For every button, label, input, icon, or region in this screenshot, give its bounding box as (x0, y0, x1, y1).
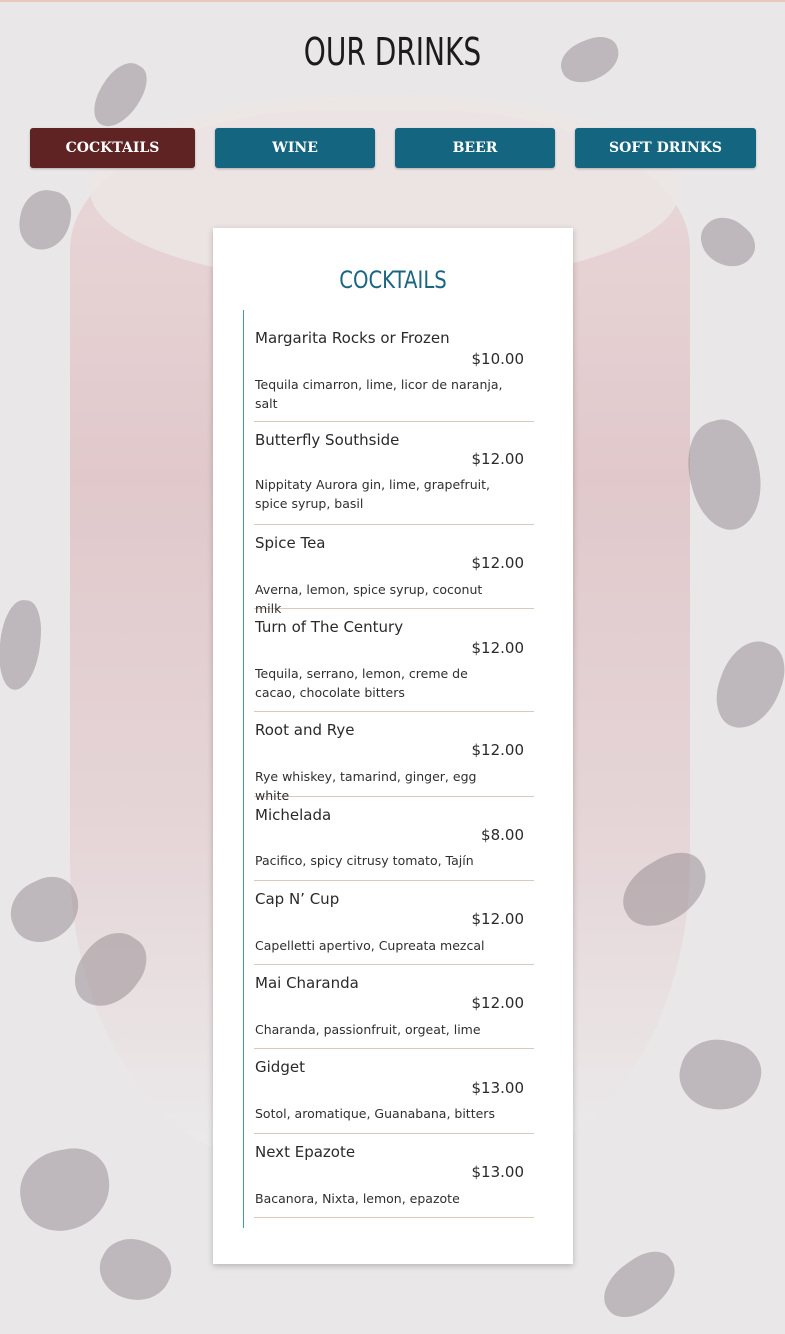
item-name: Mai Charanda (255, 974, 359, 992)
page-title: OUR DRINKS (303, 30, 482, 74)
item-description: Tequila cimarron, lime, licor de naranja, salt (255, 377, 503, 411)
item-price: $12.00 (471, 639, 524, 657)
menu-item (254, 965, 534, 1049)
item-description: Tequila, serrano, lemon, creme de cacao, chocolate bitters (255, 666, 468, 700)
item-description: Nippitaty Aurora gin, lime, grapefruit, spice syrup, basil (255, 477, 490, 511)
menu-item (254, 1134, 534, 1218)
item-description: Averna, lemon, spice syrup, coconut milk (255, 582, 483, 616)
menu-item (254, 422, 534, 525)
background-petal (0, 598, 44, 691)
item-description: Capelletti apertivo, Cupreata mezcal (255, 938, 485, 953)
menu-item (254, 881, 534, 965)
item-name: Turn of The Century (255, 618, 404, 636)
menu-item (254, 310, 534, 422)
item-description: Sotol, aromatique, Guanabana, bitters (255, 1106, 495, 1121)
background-petal (677, 413, 773, 537)
item-price: $12.00 (471, 741, 524, 759)
item-name: Michelada (255, 806, 332, 824)
item-name: Root and Rye (255, 721, 355, 739)
item-price: $12.00 (471, 994, 524, 1012)
item-name: Cap N’ Cup (255, 890, 340, 908)
item-price: $10.00 (471, 350, 524, 368)
item-price: $12.00 (471, 910, 524, 928)
item-price: $13.00 (471, 1079, 524, 1097)
item-description: Bacanora, Nixta, lemon, epazote (255, 1191, 460, 1206)
menu-title: COCKTAILS (339, 266, 447, 294)
tab-wine[interactable]: WINE (215, 128, 375, 168)
menu-item (254, 712, 534, 803)
background-petal (91, 1228, 180, 1312)
item-description: Rye whiskey, tamarind, ginger, egg white (255, 769, 477, 803)
tab-soft-drinks[interactable]: SOFT DRINKS (575, 128, 756, 168)
background-petal (706, 632, 785, 737)
tab-beer[interactable]: BEER (395, 128, 555, 168)
background-petal (593, 1242, 687, 1329)
background-petal (692, 208, 763, 278)
menu-item (254, 609, 534, 712)
item-price: $12.00 (471, 450, 524, 468)
menu-item (254, 797, 534, 881)
menu-card (213, 228, 573, 1264)
background-petal (14, 1143, 117, 1237)
item-description: Charanda, passionfruit, orgeat, lime (255, 1022, 481, 1037)
item-price: $8.00 (481, 826, 524, 844)
background-petal (15, 186, 75, 254)
menu-item (254, 1049, 534, 1134)
item-name: Butterfly Southside (255, 431, 400, 449)
tab-cocktails[interactable]: COCKTAILS (30, 128, 195, 168)
item-name: Gidget (255, 1058, 305, 1076)
item-price: $13.00 (471, 1163, 524, 1181)
item-name: Spice Tea (255, 534, 326, 552)
item-name: Next Epazote (255, 1143, 356, 1161)
menu-item (254, 525, 534, 616)
item-description: Pacifico, spicy citrusy tomato, Tajín (255, 853, 474, 868)
background-petal (672, 1031, 767, 1119)
item-price: $12.00 (471, 554, 524, 572)
menu-list (243, 310, 534, 1228)
item-name: Margarita Rocks or Frozen (255, 329, 450, 347)
